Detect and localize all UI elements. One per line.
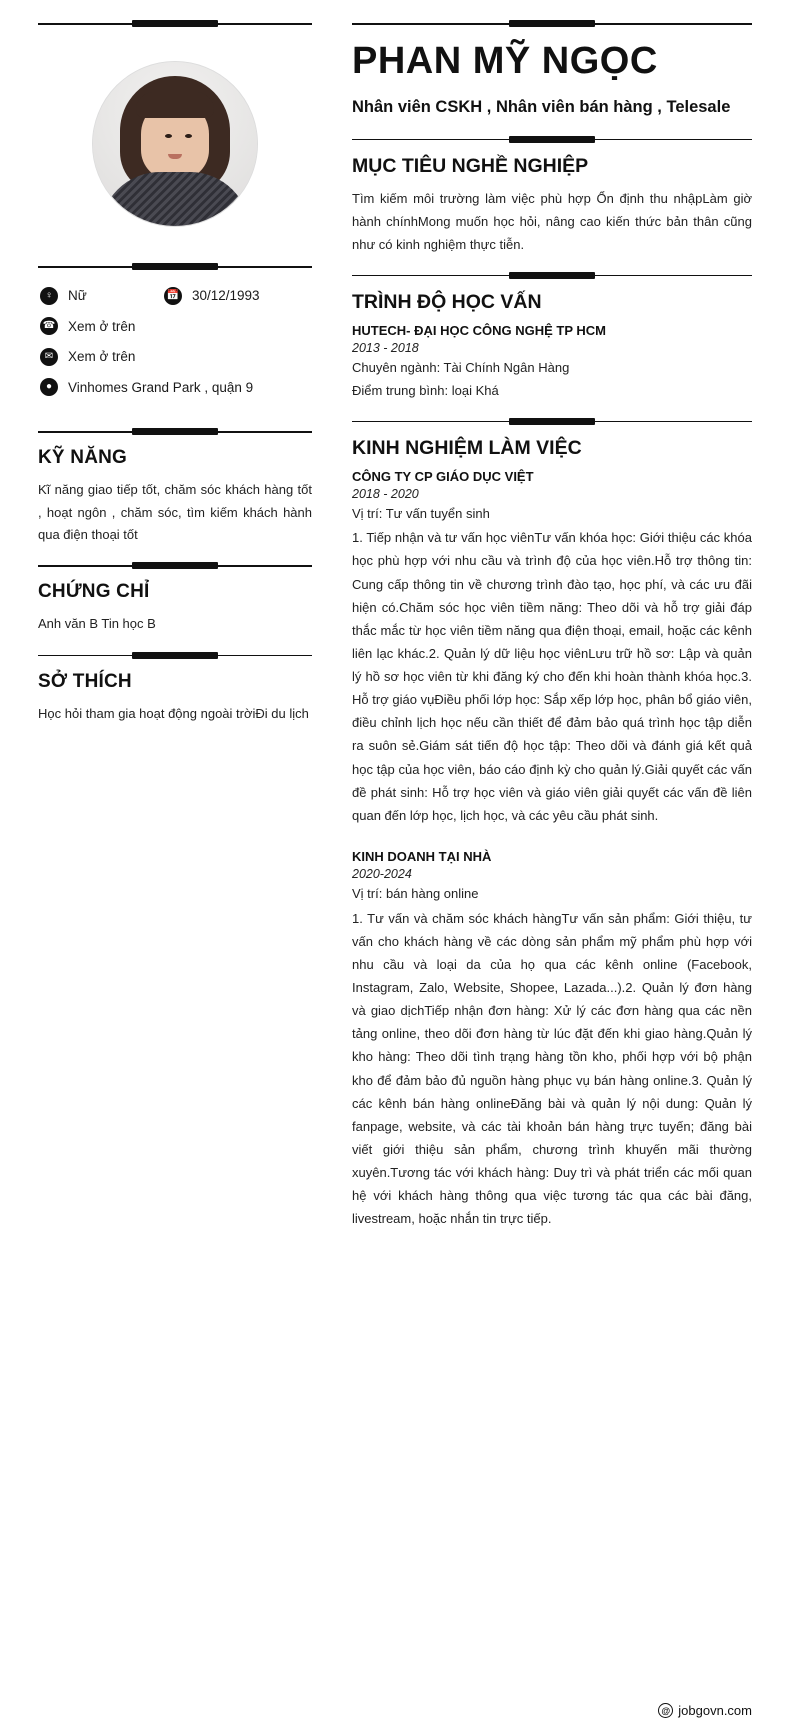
experience-date: 2018 - 2020 xyxy=(352,486,419,501)
section-education xyxy=(352,291,752,402)
footer-watermark xyxy=(658,1703,752,1718)
at-icon: @ xyxy=(658,1703,673,1718)
certificates-title: CHỨNG CHỈ xyxy=(38,581,150,603)
contact-row-email xyxy=(40,347,312,367)
calendar-icon: 📅 xyxy=(164,287,182,305)
experience-description: 1. Tư vấn và chăm sóc khách hàngTư vấn sản phẩm: Giới thiệu, tư vấn cho khách hàng về các dòng sản phẩm mỹ phẩm phù hợp với nhu cầu và loại da của họ qua các kênh online (Facebook, Instagram, Zalo, Website, Shopee, Lazada...).2. Quản lý đơn hàng và giao dịchTiếp nhận đơn hàng: Xử lý các đơn hàng qua các nền tảng online, theo dõi đơn hàng từ lúc đặt đến khi giao hàng.Quản lý kho hàng: Theo dõi tình trạng hàng tồn kho, phối hợp với bộ phận kho để đảm bảo đủ nguồn hàng phục vụ bán hàng online.3. Quản lý các kênh bán hàng onlineĐăng bài và quản lý nội dung: Quản lý fanpage, website, và các tài khoản bán hàng trực tuyến; đăng bài viết giới thiệu sản phẩm, chương trình khuyến mãi thường xuyên.Tương tác với khách hàng: Duy trì và phát triển các mối quan hệ với khách hàng thông qua việc tương tác qua các bài đăng, livestream, hoặc nhắn tin trực tiếp. xyxy=(352,910,752,1227)
divider-education xyxy=(352,272,752,279)
avatar xyxy=(92,61,258,227)
education-title: TRÌNH ĐỘ HỌC VẤN xyxy=(352,290,542,313)
objective-body: Tìm kiếm môi trường làm việc phù hợp Ổn định thu nhậpLàm giờ hành chínhMong muốn học hỏi, nâng cao kiến thức bản thân cũng như có kinh nghiệm thực tiễn. xyxy=(352,190,752,252)
certificates-body: Anh văn B Tin học B xyxy=(38,616,156,632)
experience-org: KINH DOANH TẠI NHÀ xyxy=(352,848,492,864)
interests-body: Học hỏi tham gia hoạt động ngoài trờiĐi du lịch xyxy=(38,705,309,721)
contact-phone: Xem ở trên xyxy=(68,318,136,334)
job-role: Nhân viên CSKH , Nhân viên bán hàng , Telesale xyxy=(352,97,731,116)
footer-text: jobgovn.com xyxy=(678,1703,752,1718)
education-major: Chuyên ngành: Tài Chính Ngân Hàng xyxy=(352,359,570,375)
contact-row-address xyxy=(40,378,312,398)
page-title: PHAN MỸ NGỌC xyxy=(352,40,658,82)
divider-interests xyxy=(38,652,312,659)
contact-row-gender-birthday xyxy=(40,286,312,306)
section-interests xyxy=(38,671,312,725)
left-column xyxy=(38,18,330,1692)
experience-title: KINH NGHIỆM LÀM VIỆC xyxy=(352,436,582,459)
email-icon: ✉ xyxy=(40,348,58,366)
education-entry xyxy=(352,323,752,402)
right-column xyxy=(330,18,752,1692)
experience-org: CÔNG TY CP GIÁO DỤC VIỆT xyxy=(352,468,534,484)
phone-icon: ☎ xyxy=(40,317,58,335)
education-school: HUTECH- ĐẠI HỌC CÔNG NGHỆ TP HCM xyxy=(352,322,606,338)
section-certificates xyxy=(38,581,312,635)
objective-title: MỤC TIÊU NGHỀ NGHIỆP xyxy=(352,154,589,177)
contact-email: Xem ở trên xyxy=(68,349,136,365)
experience-description: 1. Tiếp nhận và tư vấn học viênTư vấn khóa học: Giới thiệu các khóa học phù hợp với nhu cầu và trình độ của học viên.Hỗ trợ thông tin: Cung cấp thông tin về chương trình đào tạo, học phí, và các ưu đãi hiện có.Chăm sóc học viên tiềm năng: Theo dõi và hỗ trợ giải đáp thắc mắc từ học viên tiềm năng qua điện thoại, email, hoặc các kênh liên lạc khác.2. Quản lý dữ liệu học viênLưu trữ hồ sơ: Lập và quản lý hồ sơ học viên từ khi đăng ký cho đến khi hoàn thành khóa học.3. Hỗ trợ giáo vụĐiều phối lớp học: Sắp xếp lớp học, phân bổ giáo viên, điều chỉnh lịch học nếu cần thiết để đảm bảo quá trình học tập diễn ra suôn sẻ.Giám sát tiến độ học tập: Theo dõi và đánh giá kết quả học tập của học viên, báo cáo định kỳ cho quản lý.Giải quyết các vấn đề phát sinh: Hỗ trợ học viên và giáo viên giải quyết các vấn đề liên quan đến lớp học, lịch học, và các yêu cầu phát sinh. xyxy=(352,530,752,823)
gender-icon: ♀ xyxy=(40,287,58,305)
divider-certificates xyxy=(38,562,312,569)
avatar-container xyxy=(38,39,312,247)
experience-item xyxy=(352,849,752,1231)
section-skills xyxy=(38,447,312,546)
experience-position: Vị trí: Tư vấn tuyển sinh xyxy=(352,505,490,521)
skills-title: KỸ NĂNG xyxy=(38,447,128,469)
divider-contact xyxy=(38,263,312,270)
section-experience xyxy=(352,437,752,1231)
education-date: 2013 - 2018 xyxy=(352,340,419,355)
location-icon: ● xyxy=(40,378,58,396)
experience-date: 2020-2024 xyxy=(352,866,412,881)
education-gpa: Điểm trung bình: loại Khá xyxy=(352,382,499,398)
skills-body: Kĩ năng giao tiếp tốt, chăm sóc khách hàng tốt , hoạt ngôn , chăm sóc, tìm kiếm khách hành qua điện thoại tốt xyxy=(38,482,312,542)
section-objective xyxy=(352,155,752,256)
contact-gender: Nữ xyxy=(68,288,87,303)
experience-item xyxy=(352,469,752,827)
contact-birthday: 30/12/1993 xyxy=(192,288,260,303)
contact-row-phone xyxy=(40,317,312,337)
contact-info xyxy=(38,282,312,412)
divider-experience xyxy=(352,418,752,425)
divider-top-left xyxy=(38,20,312,27)
divider-objective xyxy=(352,136,752,143)
divider-skills xyxy=(38,428,312,435)
experience-position: Vị trí: bán hàng online xyxy=(352,885,479,901)
divider-top-right xyxy=(352,20,752,27)
contact-address: Vinhomes Grand Park , quận 9 xyxy=(68,379,254,395)
interests-title: SỞ THÍCH xyxy=(38,670,132,692)
